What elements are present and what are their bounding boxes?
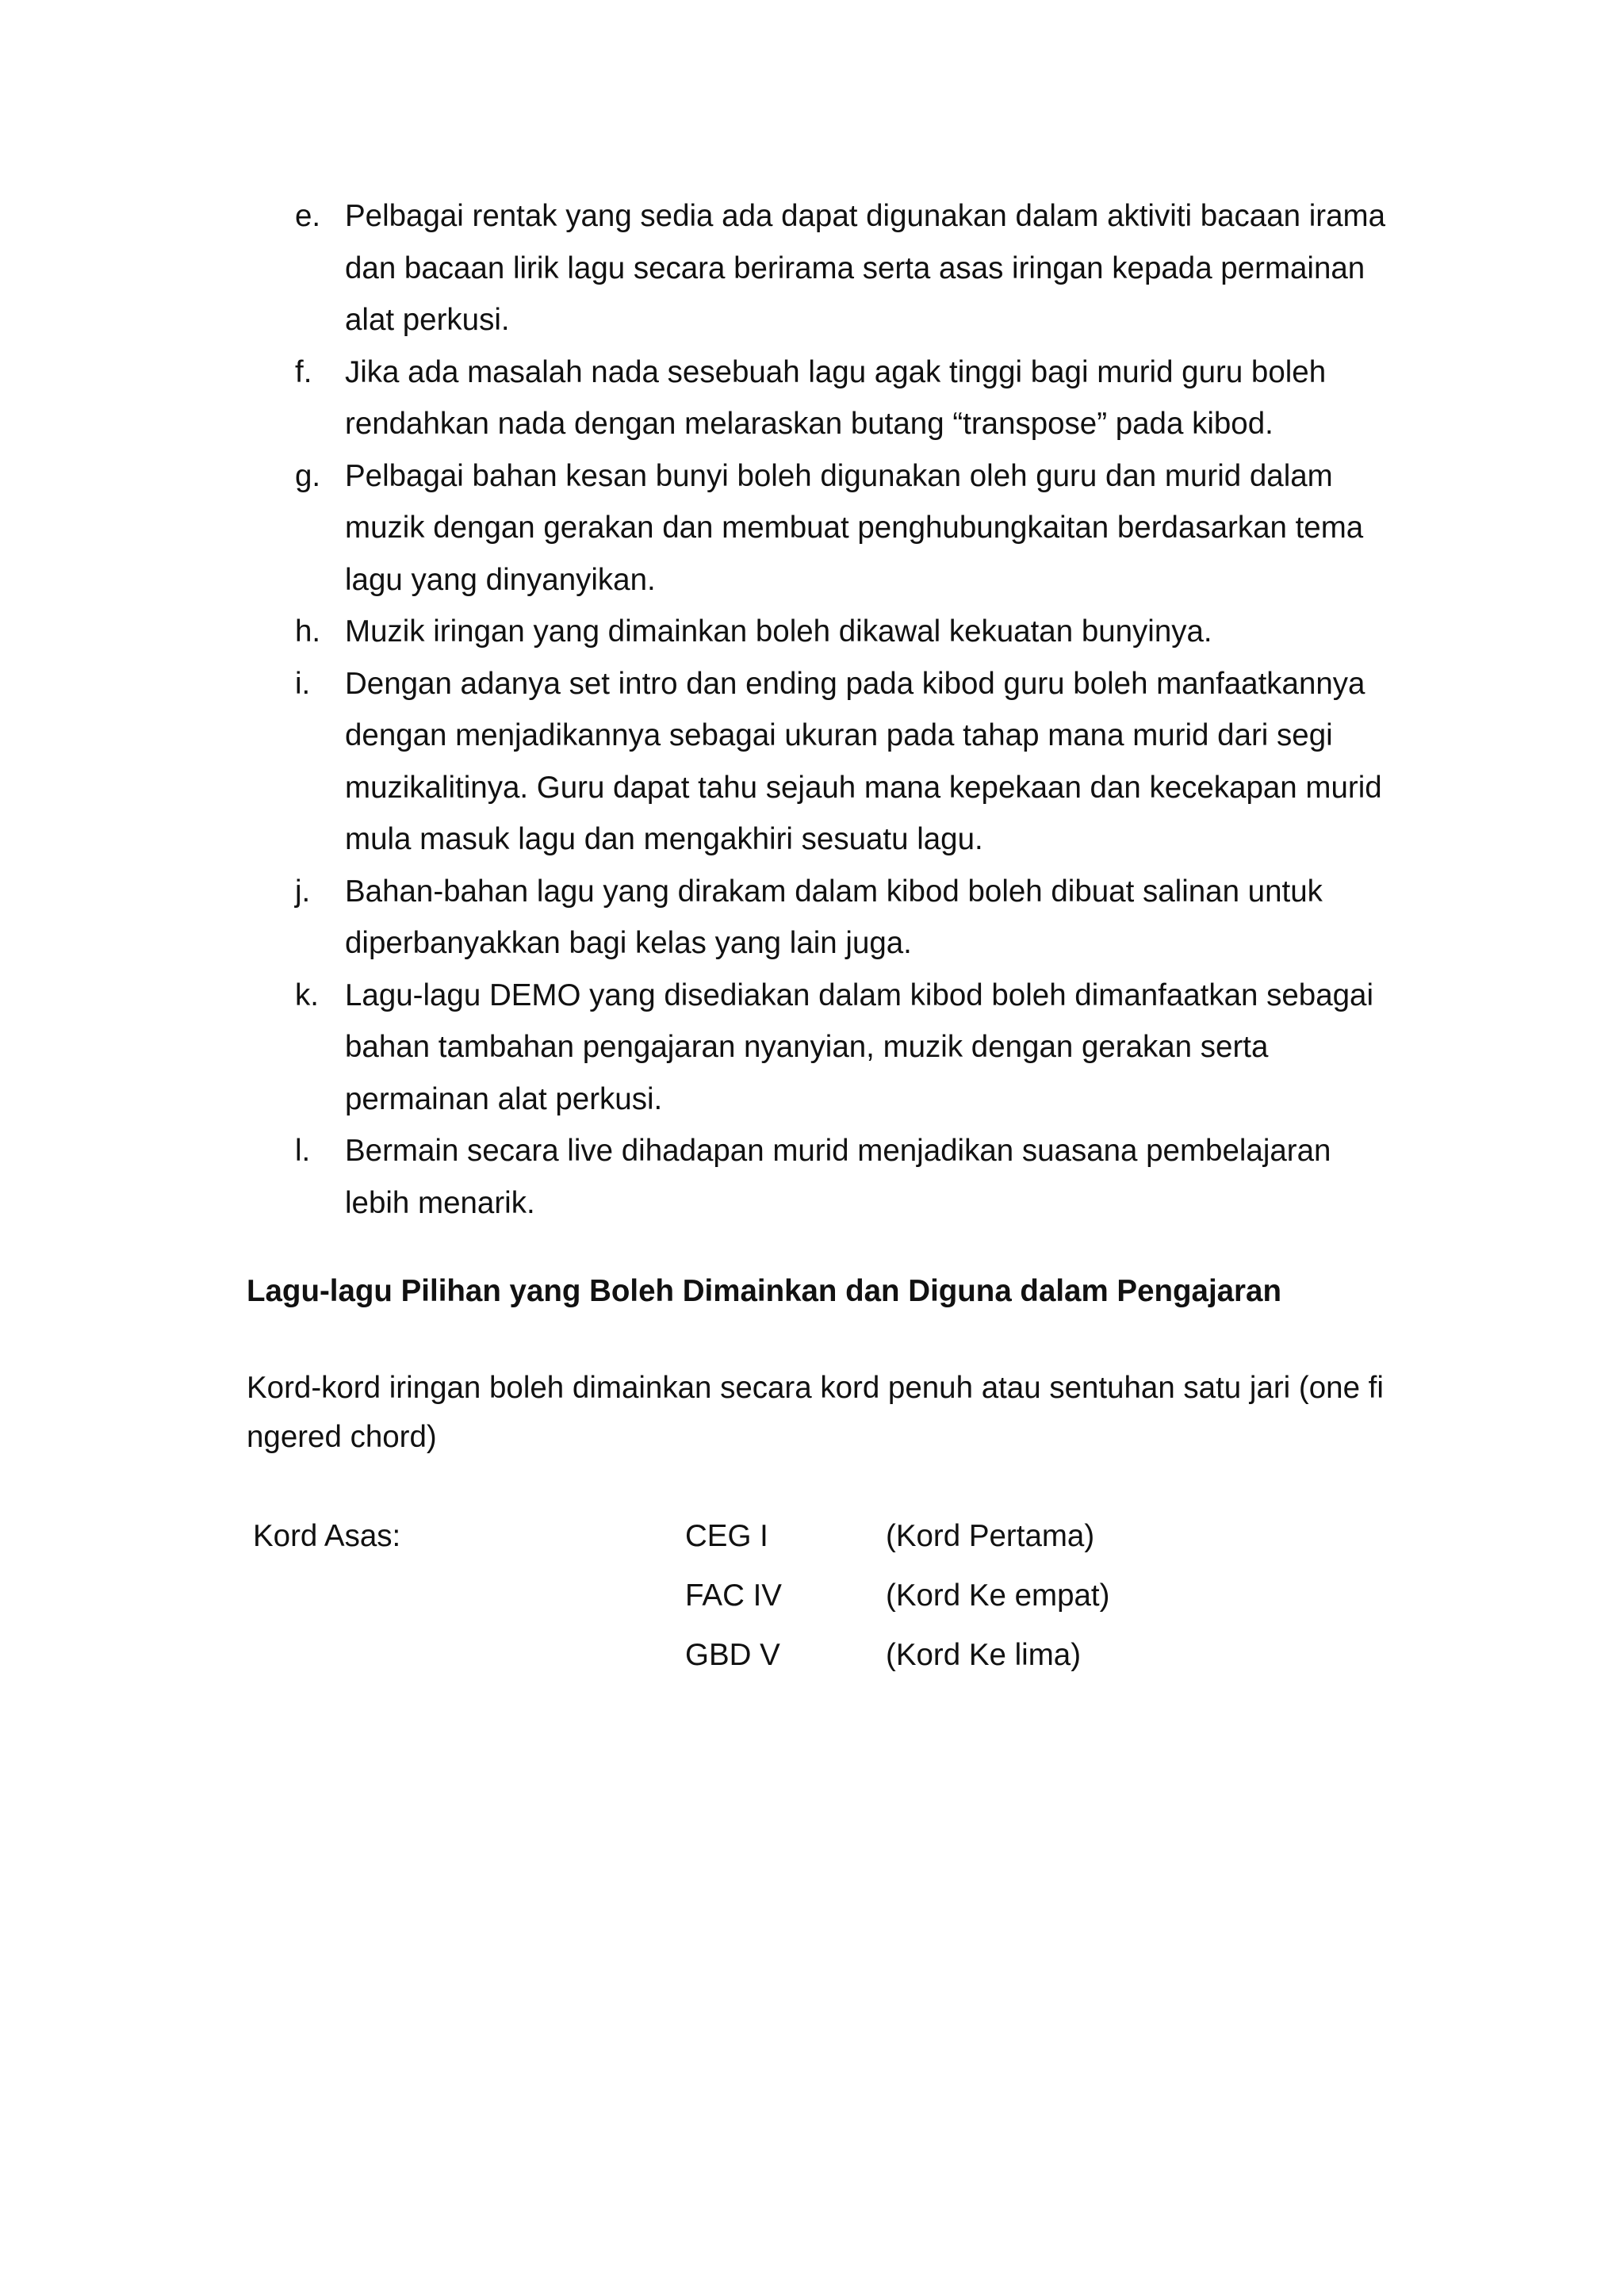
chord-description: (Kord Pertama): [886, 1519, 1095, 1553]
list-marker: i.: [295, 666, 311, 701]
list-marker: g.: [295, 458, 321, 493]
list-item: [295, 346, 1389, 450]
list-item-text: Dengan adanya set intro dan ending pada kibod guru boleh manfaatkannya dengan menjadikannya sebagai ukuran pada tahap mana murid dari segi muzikalitinya. Guru dapat tahu sejauh mana kepekaan dan kecekapan murid mula masuk lagu dan mengakhiri sesuatu lagu.: [345, 666, 1382, 856]
list-item: [295, 190, 1389, 346]
list-item-text: Muzik iringan yang dimainkan boleh dikawal kekuatan bunyinya.: [345, 614, 1212, 649]
list-marker: h.: [295, 614, 321, 649]
list-marker: j.: [295, 874, 311, 909]
intro-line: ngered chord): [247, 1420, 437, 1454]
chord-name: FAC IV: [685, 1578, 782, 1613]
intro-line: Kord-kord iringan boleh dimainkan secara kord penuh atau sentuhan satu jari (one fi: [247, 1371, 1384, 1405]
list-item: [295, 450, 1389, 607]
list-item: [295, 606, 1389, 658]
list-item: [295, 970, 1389, 1126]
list-marker: e.: [295, 199, 321, 233]
list-item-text: Jika ada masalah nada sesebuah lagu agak tinggi bagi murid guru boleh rendahkan nada dengan melaraskan butang “transpose” pada kibod.: [345, 354, 1327, 441]
list-marker: l.: [295, 1134, 311, 1168]
list-item: [295, 866, 1389, 970]
intro-paragraph: [247, 1364, 1388, 1462]
chord-description: (Kord Ke empat): [886, 1578, 1110, 1613]
chord-name: CEG I: [685, 1519, 768, 1553]
list-marker: k.: [295, 978, 319, 1012]
list-item: [295, 658, 1389, 866]
list-item-text: Bermain secara live dihadapan murid menjadikan suasana pembelajaran lebih menarik.: [345, 1134, 1331, 1220]
chord-description: (Kord Ke lima): [886, 1638, 1082, 1672]
section-heading: Lagu-lagu Pilihan yang Boleh Dimainkan dan Diguna dalam Pengajaran: [247, 1274, 1281, 1308]
list-item-text: Pelbagai bahan kesan bunyi boleh digunakan oleh guru dan murid dalam muzik dengan gerakan dan membuat penghubungkaitan berdasarkan tema lagu yang dinyanyikan.: [345, 458, 1364, 597]
list-item-text: Lagu-lagu DEMO yang disediakan dalam kibod boleh dimanfaatkan sebagai bahan tambahan pengajaran nyanyian, muzik dengan gerakan serta permainan alat perkusi.: [345, 978, 1374, 1116]
list-item-text: Bahan-bahan lagu yang dirakam dalam kibod boleh dibuat salinan untuk diperbanyakkan bagi kelas yang lain juga.: [345, 874, 1323, 960]
list-item: [295, 1125, 1389, 1229]
list-item-text: Pelbagai rentak yang sedia ada dapat digunakan dalam aktiviti bacaan irama dan bacaan lirik lagu secara berirama serta asas iringan kepada permainan alat perkusi.: [345, 199, 1386, 337]
chord-label: Kord Asas:: [253, 1519, 401, 1553]
list-marker: f.: [295, 354, 312, 389]
chord-name: GBD V: [685, 1638, 780, 1672]
numbered-list: [295, 190, 1389, 1229]
